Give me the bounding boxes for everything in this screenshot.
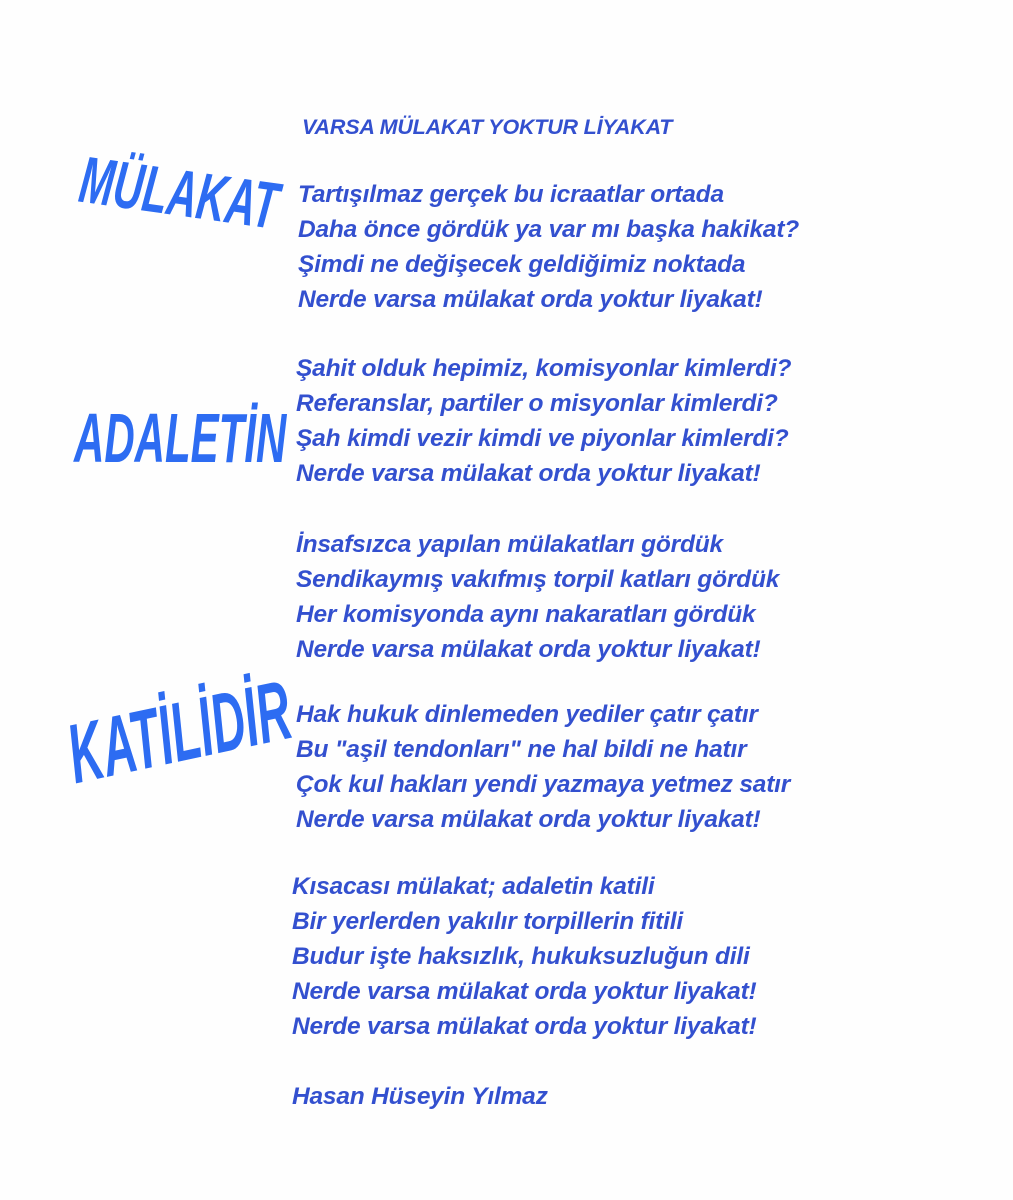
poem-line: Nerde varsa mülakat orda yoktur liyakat! <box>292 1013 757 1040</box>
poem-line: Nerde varsa mülakat orda yoktur liyakat! <box>296 460 761 487</box>
poem-line: Nerde varsa mülakat orda yoktur liyakat! <box>292 978 757 1005</box>
stanza-4 <box>296 697 799 837</box>
stanza-1 <box>298 177 799 317</box>
poem-line: Nerde varsa mülakat orda yoktur liyakat! <box>298 286 763 313</box>
stanza-2 <box>296 351 799 491</box>
stanza-3 <box>296 527 799 667</box>
poem-line: Nerde varsa mülakat orda yoktur liyakat! <box>296 806 761 833</box>
poem-author: Hasan Hüseyin Yılmaz <box>292 1083 548 1110</box>
poem-line: Daha önce gördük ya var mı başka hakikat? <box>298 216 800 243</box>
side-word-mulakat: MÜLAKAT <box>75 141 283 243</box>
poem-line: Şah kimdi vezir kimdi ve piyonlar kimlerdi? <box>296 425 789 452</box>
poem-line: Hak hukuk dinlemeden yediler çatır çatır <box>296 701 758 728</box>
poem-line: Nerde varsa mülakat orda yoktur liyakat! <box>296 636 761 663</box>
poem-line: Tartışılmaz gerçek bu icraatlar ortada <box>298 181 724 208</box>
poem-line: Her komisyonda aynı nakaratları gördük <box>296 601 756 628</box>
poem-line: Bir yerlerden yakılır torpillerin fitili <box>292 908 683 935</box>
poem-title: VARSA MÜLAKAT YOKTUR LİYAKAT <box>302 115 673 139</box>
poem-line: Bu "aşil tendonları" ne hal bildi ne hatır <box>296 736 747 763</box>
poem-line: Referanslar, partiler o misyonlar kimlerdi? <box>296 390 778 417</box>
poem <box>292 108 800 1114</box>
poem-line: Çok kul hakları yendi yazmaya yetmez satır <box>296 771 791 798</box>
poem-line: Şahit olduk hepimiz, komisyonlar kimlerdi? <box>296 355 792 382</box>
poem-line: Şimdi ne değişecek geldiğimiz noktada <box>298 251 746 278</box>
side-word-katilidir: KATİLİDİR <box>59 662 300 802</box>
poem-line: Sendikaymış vakıfmış torpil katları gördük <box>296 566 780 593</box>
side-word-adaletin: ADALETİN <box>74 399 287 477</box>
poem-line: Budur işte haksızlık, hukuksuzluğun dili <box>292 943 750 970</box>
stanza-5 <box>292 869 799 1044</box>
poem-line: Kısacası mülakat; adaletin katili <box>292 873 655 900</box>
poem-line: İnsafsızca yapılan mülakatları gördük <box>296 531 723 558</box>
